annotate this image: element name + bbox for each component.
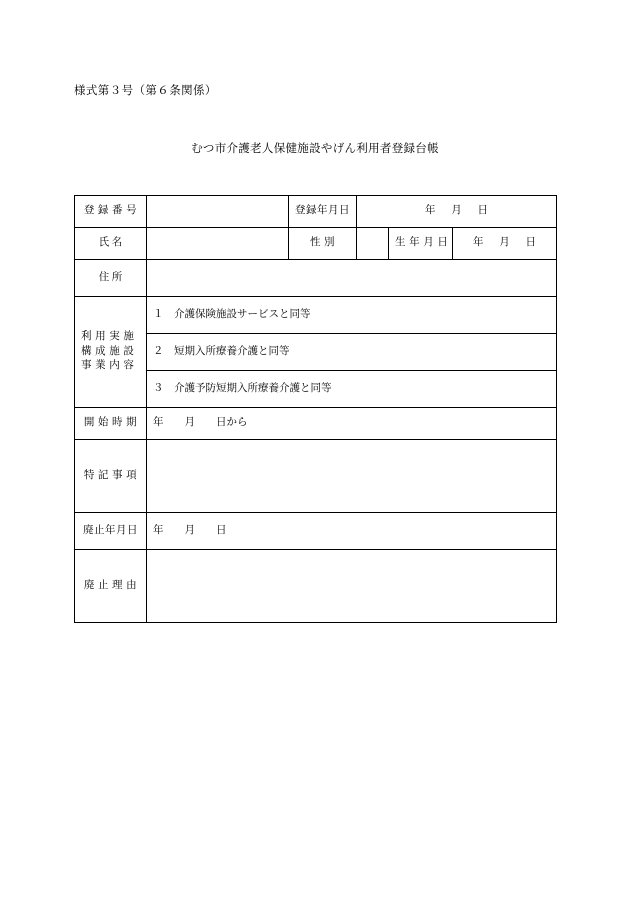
registration-number-value[interactable] [147,196,289,228]
registration-date-value[interactable]: 年 月 日 [357,196,557,228]
service-item-1[interactable]: １ 介護保険施設サービスと同等 [147,297,557,334]
service-label-line-1: 利 用 実 施 [81,330,135,342]
table-row [75,297,557,334]
table-row [75,513,557,550]
start-period-value[interactable]: 年 月 日から [147,408,557,440]
registration-number-label: 登 録 番 号 [75,196,147,228]
abolition-reason-value[interactable] [147,550,557,623]
form-number: 様式第３号（第６条関係） [74,85,217,97]
service-label-line-3: 事 業 内 容 [81,360,135,372]
service-content-label [75,297,147,408]
table-row [75,550,557,623]
abolition-date-value[interactable]: 年 月 日 [147,513,557,550]
table-row [75,440,557,513]
abolition-date-label: 廃止年月日 [75,513,147,550]
registration-table [74,195,557,623]
registration-date-label: 登録年月日 [289,196,357,228]
service-item-3[interactable]: ３ 介護予防短期入所療養介護と同等 [147,371,557,408]
remarks-value[interactable] [147,440,557,513]
table-row [75,371,557,408]
table-row [75,260,557,297]
start-period-label: 開 始 時 期 [75,408,147,440]
name-label: 氏 名 [75,228,147,260]
table-row [75,334,557,371]
gender-value[interactable] [357,228,389,260]
birth-date-value[interactable]: 年 月 日 [453,228,557,260]
service-item-2[interactable]: ２ 短期入所療養介護と同等 [147,334,557,371]
name-value[interactable] [147,228,289,260]
remarks-label: 特 記 事 項 [75,440,147,513]
address-value[interactable] [147,260,557,297]
address-label: 住 所 [75,260,147,297]
table-row [75,228,557,260]
gender-label: 性 別 [289,228,357,260]
service-label-line-2: 構 成 施 設 [81,345,135,357]
table-row [75,196,557,228]
abolition-reason-label: 廃 止 理 由 [75,550,147,623]
table-row [75,408,557,440]
page-title: むつ市介護老人保健施設やげん利用者登録台帳 [191,143,439,155]
birth-date-label: 生 年 月 日 [389,228,453,260]
